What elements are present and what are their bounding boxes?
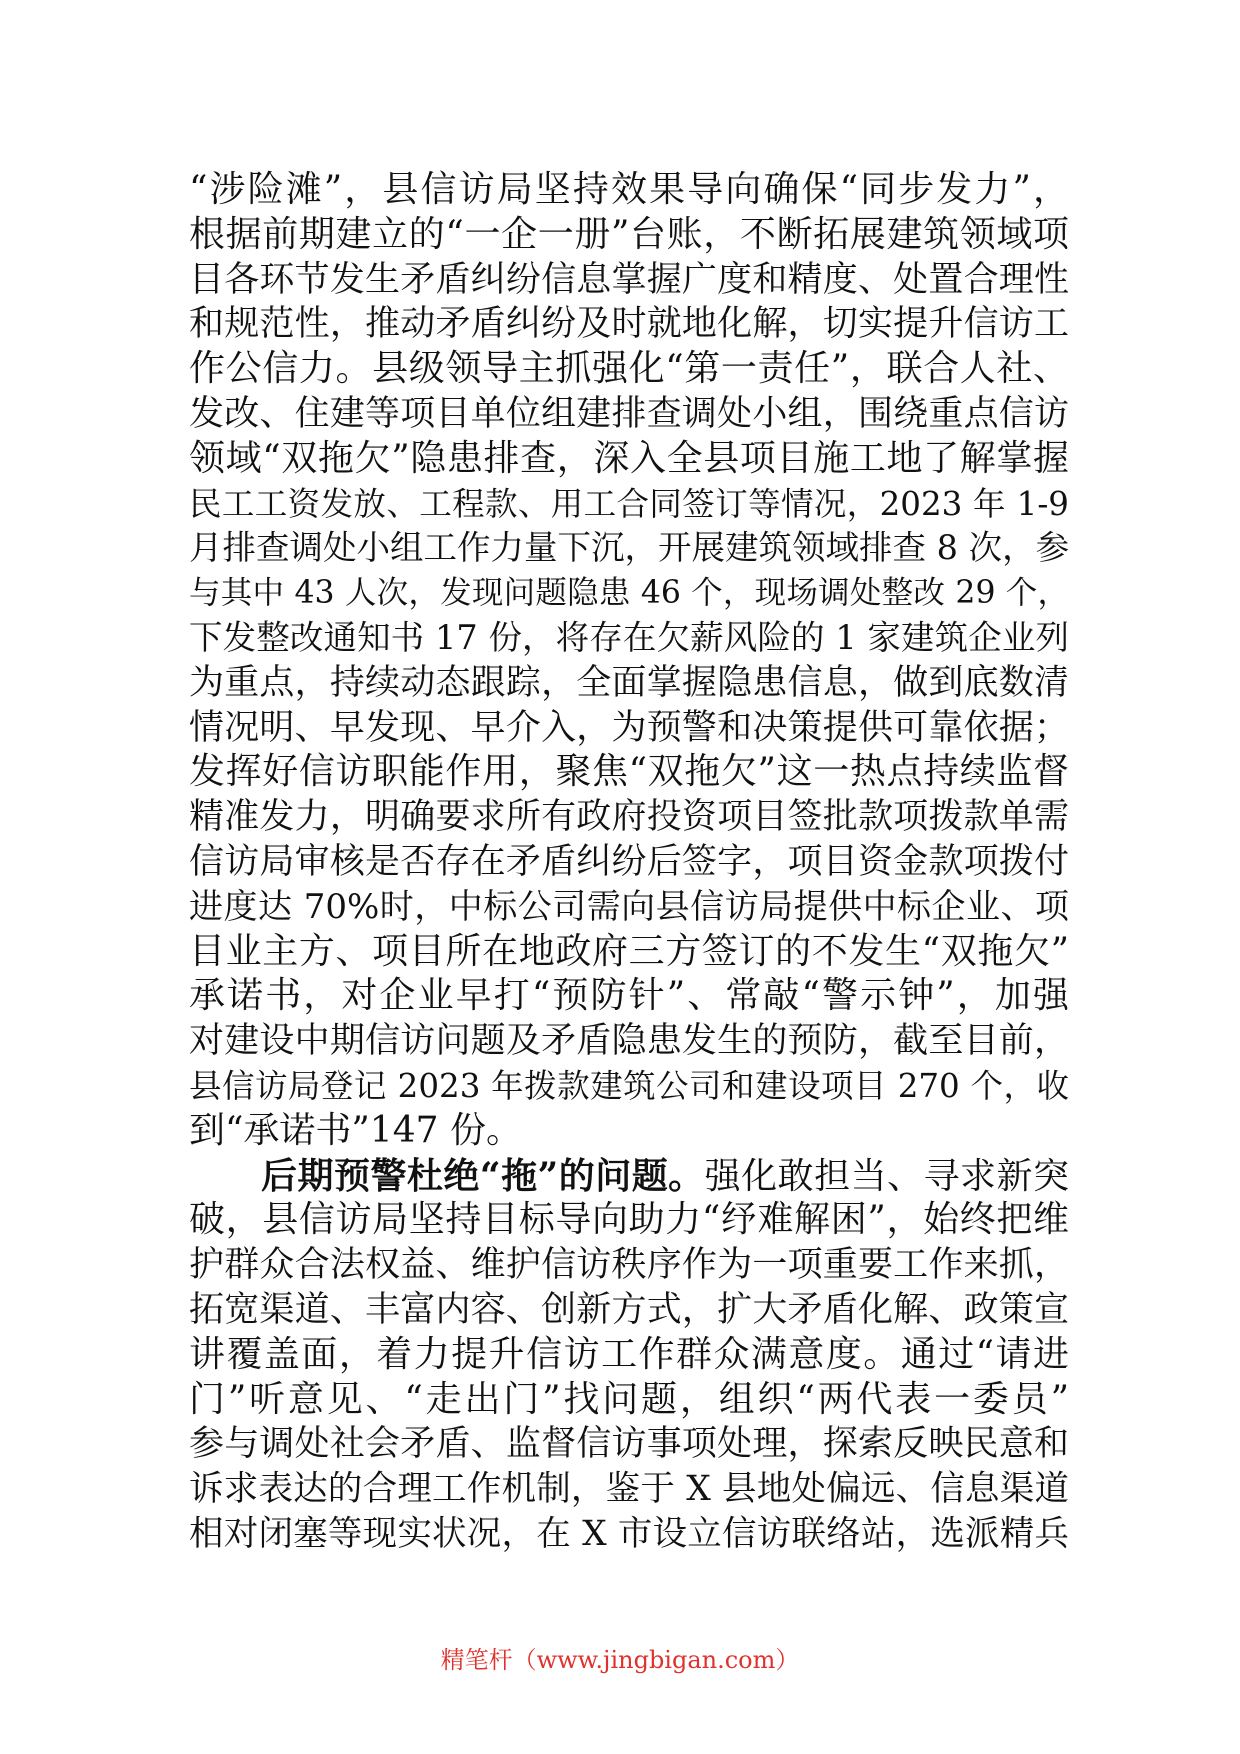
text-line: 发挥好信访职能作用，聚焦“双拖欠”这一热点持续监督 [189, 751, 1069, 793]
text-line: 精准发力，明确要求所有政府投资项目签批款项拨款单需 [189, 797, 1069, 838]
paragraph-1 [189, 168, 1069, 1154]
text-line: 诉求表达的合理工作机制，鉴于 X 县地处偏远、信息渠道 [189, 1469, 1069, 1510]
text-line: 根据前期建立的“一企一册”台账，不断拓展建筑领域项 [189, 213, 1069, 255]
text-line: 目各环节发生矛盾纠纷信息掌握广度和精度、处置合理性 [189, 259, 1069, 300]
text-line: “涉险滩”，县信访局坚持效果导向确保“同步发力”， [189, 169, 1069, 210]
text-line: 对建设中期信访问题及矛盾隐患发生的预防，截至目前， [189, 1021, 1069, 1062]
document-body [189, 168, 1069, 1557]
text-line: 进度达 70%时，中标公司需向县信访局提供中标企业、项 [189, 886, 1069, 927]
paragraph-first-line [189, 1154, 1069, 1199]
text-line: 相对闭塞等现实状况，在 X 市设立信访联络站，选派精兵 [189, 1513, 1069, 1554]
text-line: 作公信力。县级领导主抓强化“第一责任”，联合人社、 [189, 348, 1069, 390]
text-line: 月排查调处小组工作力量下沉，开展建筑领域排查 8 次，参 [189, 528, 1070, 568]
paragraph-2 [189, 1154, 1069, 1557]
text-line: 与其中 43 人次，发现问题隐患 46 个，现场调处整改 29 个， [189, 575, 1069, 612]
text-line: 发改、住建等项目单位组建排查调处小组，围绕重点信访 [189, 393, 1069, 434]
text-line: 承诺书，对企业早打“预防针”、常敲“警示钟”，加强 [189, 975, 1069, 1017]
text-line: 破，县信访局坚持目标导向助力“纾难解困”，始终把维 [189, 1199, 1069, 1241]
text-line: 到“承诺书”147 份。 [189, 1109, 522, 1151]
text-line: 和规范性，推动矛盾纠纷及时就地化解，切实提升信访工 [189, 304, 1069, 345]
text-line: 护群众合法权益、维护信访秩序作为一项重要工作来抓， [189, 1245, 1069, 1286]
text-line: 情况明、早发现、早介入，为预警和决策提供可靠依据； [189, 707, 1069, 748]
paragraph-first-line-text: 强化敢担当、寻求新突 [704, 1155, 1069, 1197]
text-line: 信访局审核是否存在矛盾纠纷后签字，项目资金款项拨付 [189, 841, 1069, 882]
text-line: 领域“双拖欠”隐患排查，深入全县项目施工地了解掌握 [189, 437, 1069, 479]
text-line: 目业主方、项目所在地政府三方签订的不发生“双拖欠” [189, 930, 1069, 972]
text-line: 下发整改通知书 17 份，将存在欠薪风险的 1 家建筑企业列 [189, 617, 1069, 657]
text-line: 参与调处社会矛盾、监督信访事项处理，探索反映民意和 [189, 1424, 1069, 1465]
paragraph-heading: 后期预警杜绝“拖”的问题。 [261, 1154, 705, 1197]
text-line: 为重点，持续动态跟踪，全面掌握隐患信息，做到底数清 [189, 662, 1069, 703]
text-line: 民工工资发放、工程款、用工合同签订等情况，2023 年 1-9 [189, 484, 1069, 523]
text-line: 拓宽渠道、丰富内容、创新方式，扩大矛盾化解、政策宣 [189, 1289, 1069, 1330]
text-line: 讲覆盖面，着力提升信访工作群众满意度。通过“请进 [189, 1333, 1069, 1375]
footer-watermark: 精笔杆（www.jingbigan.com） [440, 1646, 800, 1674]
text-line: 门”听意见、“走出门”找问题，组织“两代表一委员” [189, 1378, 1069, 1420]
text-line: 县信访局登记 2023 年拨款建筑公司和建设项目 270 个，收 [189, 1066, 1069, 1105]
